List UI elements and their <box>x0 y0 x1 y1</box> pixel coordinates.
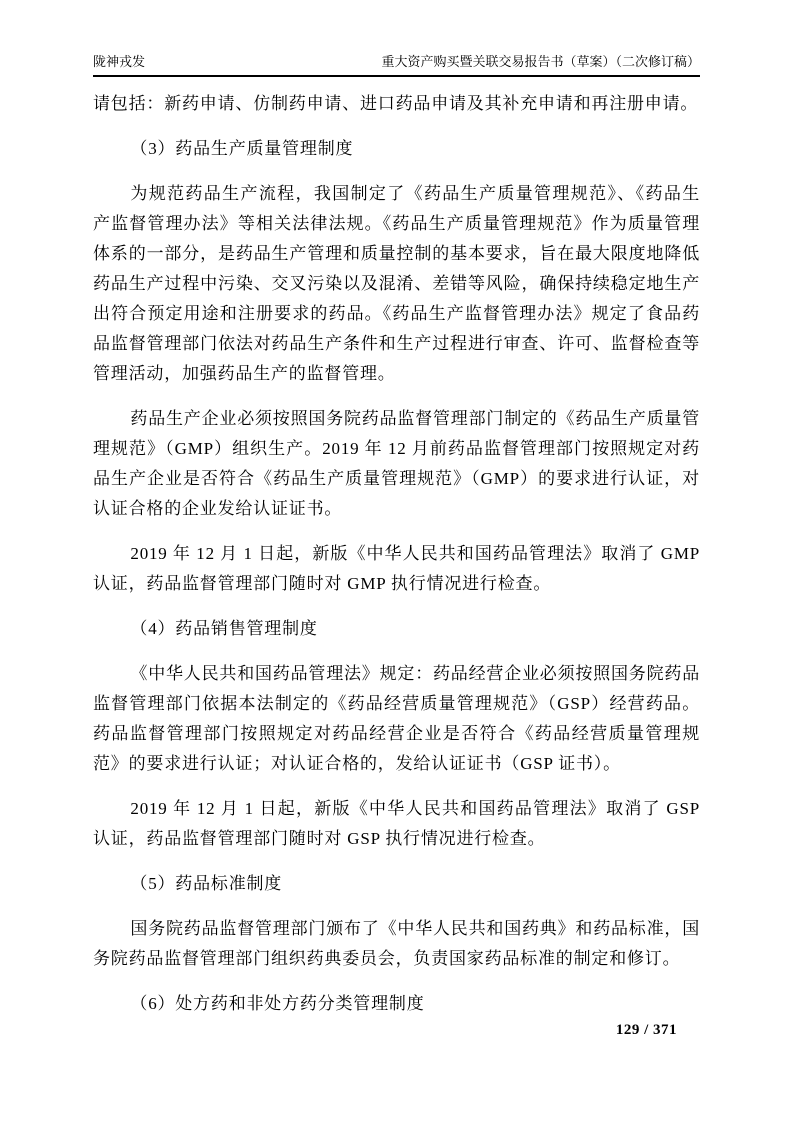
paragraph-continuation: 请包括：新药申请、仿制药申请、进口药品申请及其补充申请和再注册申请。 <box>93 94 699 113</box>
page-header <box>93 52 700 77</box>
section-heading-4: （4）药品销售管理制度 <box>130 619 318 638</box>
paragraph: 《中华人民共和国药品管理法》规定：药品经营企业必须按照国务院药品监督管理部门依据本法制定的《药品经营质量管理规范》（GSP）经营药品。药品监督管理部门按照规定对药品经营企业是否符合《药品经营质量管理规范》的要求进行认证；对认证合格的，发给认证证书（GSP 证书）。 <box>93 664 700 773</box>
document-body <box>93 89 700 1034</box>
section-heading-5: （5）药品标准制度 <box>130 874 283 893</box>
header-company-name: 陇神戎发 <box>93 54 146 69</box>
paragraph: 2019 年 12 月 1 日起，新版《中华人民共和国药品管理法》取消了 GMP 认证，药品监督管理部门随时对 GMP 执行情况进行检查。 <box>93 544 700 593</box>
paragraph: 药品生产企业必须按照国务院药品监督管理部门制定的《药品生产质量管理规范》（GMP）组织生产。2019 年 12 月前药品监督管理部门按照规定对药品生产企业是否符合《药品生产质量管理规范》（GMP）的要求进行认证，对认证合格的企业发给认证证书。 <box>93 409 700 518</box>
page-number: 129 / 371 <box>615 1022 677 1038</box>
paragraph: 2019 年 12 月 1 日起，新版《中华人民共和国药品管理法》取消了 GSP 认证，药品监督管理部门随时对 GSP 执行情况进行检查。 <box>93 799 700 848</box>
paragraph: 国务院药品监督管理部门颁布了《中华人民共和国药典》和药品标准，国务院药品监督管理部门组织药典委员会，负责国家药品标准的制定和修订。 <box>93 919 700 968</box>
section-heading-3: （3）药品生产质量管理制度 <box>130 139 354 158</box>
section-heading-6: （6）处方药和非处方药分类管理制度 <box>130 994 425 1013</box>
header-document-title: 重大资产购买暨关联交易报告书（草案）（二次修订稿） <box>381 54 700 69</box>
paragraph: 为规范药品生产流程，我国制定了《药品生产质量管理规范》、《药品生产监督管理办法》等相关法律法规。《药品生产质量管理规范》作为质量管理体系的一部分，是药品生产管理和质量控制的基本要求，旨在最大限度地降低药品生产过程中污染、交叉污染以及混淆、差错等风险，确保持续稳定地生产出符合预定用途和注册要求的药品。《药品生产监督管理办法》规定了食品药品监督管理部门依法对药品生产条件和生产过程进行审查、许可、监督检查等管理活动，加强药品生产的监督管理。 <box>93 184 700 383</box>
